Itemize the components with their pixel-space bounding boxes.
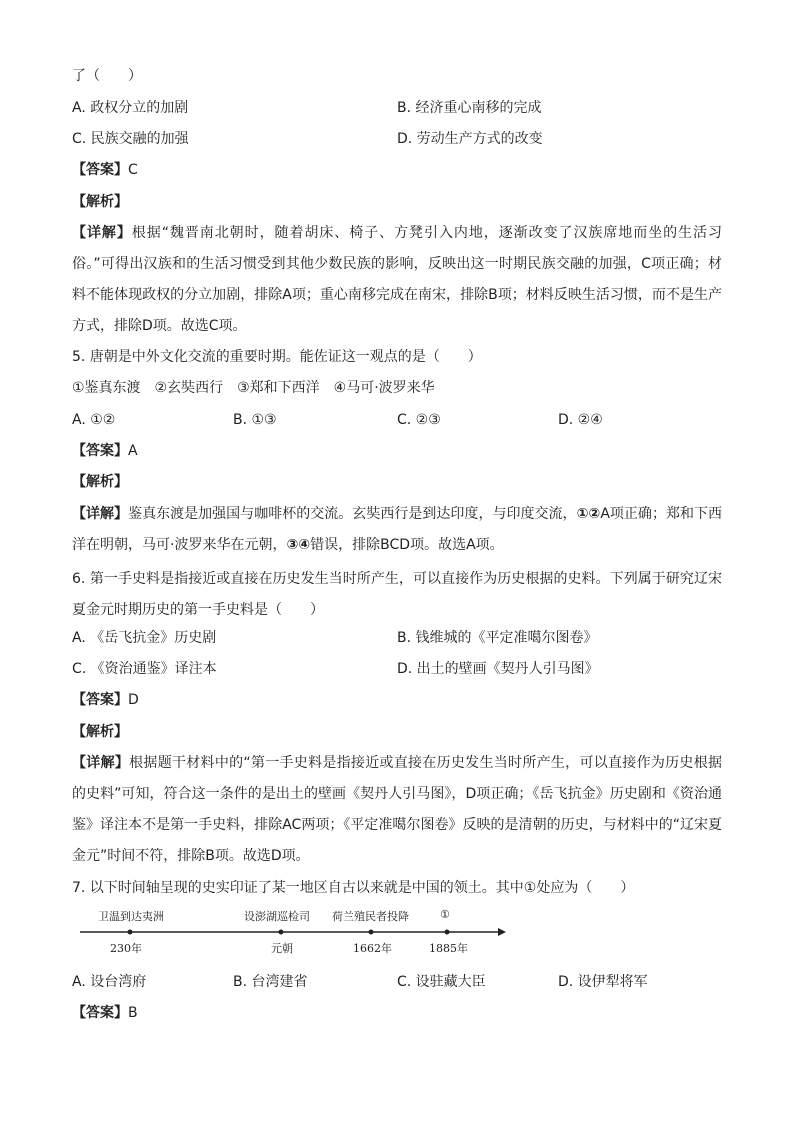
q5-answer: A (128, 443, 138, 459)
timeline-event-3: 荷兰殖民者投降 (332, 910, 409, 923)
answer-tag: 【答案】 (72, 162, 128, 178)
q7-stem: 7. 以下时间轴呈现的史实印证了某一地区自古以来就是中国的领土。其中①处应为（ ） (72, 880, 635, 896)
detail-tag: 【详解】 (72, 225, 132, 241)
timeline-date-4: 1885年 (429, 942, 468, 955)
q5-detail-highlight-1: ①② (576, 506, 601, 522)
q7-option-c: C. 设驻藏大臣 (397, 974, 486, 990)
q6-option-c: C. 《资治通鉴》译注本 (72, 661, 217, 677)
q5-detail-text-a: 鉴真东渡是加强国与咖啡杯的交流。玄奘西行是到达印度，与印度交流， (128, 506, 577, 522)
q7-timeline (78, 908, 508, 958)
q7-answer: B (128, 1005, 138, 1021)
timeline-date-1: 230年 (110, 942, 142, 955)
q5-detail-text-e: 错误，排除BCD项。故选A项。 (310, 537, 504, 553)
answer-tag: 【答案】 (72, 443, 128, 459)
timeline-date-3: 1662年 (353, 942, 392, 955)
q6-answer-line (72, 690, 139, 710)
q6-option-b: B. 钱维城的《平定准噶尔图卷》 (397, 630, 598, 646)
q4-option-b: B. 经济重心南移的完成 (397, 100, 542, 116)
answer-tag: 【答案】 (72, 1005, 128, 1021)
q5-option-c: C. ②③ (397, 412, 441, 428)
timeline-tick (279, 930, 284, 935)
q7-option-d: D. 设伊犁将军 (558, 974, 648, 990)
detail-tag: 【详解】 (72, 506, 129, 522)
answer-tag: 【答案】 (72, 692, 128, 708)
q6-answer: D (128, 692, 139, 708)
q6-detail (72, 748, 722, 872)
timeline-arrow-icon (498, 928, 506, 936)
detail-tag: 【详解】 (72, 755, 130, 771)
timeline-event-1: 卫温到达夷洲 (98, 910, 164, 923)
q4-analysis-tag: 【解析】 (72, 194, 128, 210)
q6-detail-text: 根据题干材料中的“第一手史料是指接近或直接在历史发生当时所产生，可以直接作为历史根据的史料”可知，符合这一条件的是出土的壁画《契丹人引马图》，D项正确；《岳飞抗金》历史剧和《资治通鉴》译注本不是第一手史料，排除AC两项；《平定准噶尔图卷》反映的是清朝的历史，与材料中的“辽宋夏金元”时间不符，排除B项。故选D项。 (72, 755, 722, 864)
q4-answer: C (128, 162, 138, 178)
q5-option-d: D. ②④ (558, 412, 603, 428)
q6-stem: 6. 第一手史料是指接近或直接在历史发生当时所产生，可以直接作为历史根据的史料。下列属于研究辽宋夏金元时期历史的第一手史料是（ ） (72, 571, 722, 618)
q4-option-d: D. 劳动生产方式的改变 (397, 131, 543, 147)
q5-stem: 5. 唐朝是中外文化交流的重要时期。能佐证这一观点的是（ ） (72, 349, 482, 365)
q6-option-a: A. 《岳飞抗金》历史剧 (72, 630, 217, 646)
timeline-tick (445, 930, 450, 935)
q5-analysis-tag: 【解析】 (72, 474, 128, 490)
q5-answer-line (72, 441, 138, 461)
timeline-event-4: ① (440, 908, 450, 921)
q6-option-d: D. 出土的壁画《契丹人引马图》 (397, 661, 599, 677)
q4-answer-line (72, 160, 138, 180)
q5-items: ①鉴真东渡 ②玄奘西行 ③郑和下西洋 ④马可·波罗来华 (72, 380, 435, 396)
timeline-event-2: 设澎湖巡检司 (244, 910, 310, 923)
q4-detail-text: 根据“魏晋南北朝时，随着胡床、椅子、方凳引入内地，逐渐改变了汉族席地而坐的生活习俗。”可得出汉族和的生活习惯受到其他少数民族的影响，反映出这一时期民族交融的加强，C项正确；材料不能体现政权的分立加剧，排除A项；重心南移完成在南宋，排除B项；材料反映生活习惯，而不是生产方式，排除D项。故选C项。 (72, 225, 722, 334)
q7-answer-line (72, 1003, 138, 1023)
q4-stem-tail: 了（ ） (72, 68, 142, 84)
q7-option-b: B. 台湾建省 (233, 974, 308, 990)
q7-option-a: A. 设台湾府 (72, 974, 147, 990)
q6-analysis-tag: 【解析】 (72, 724, 128, 740)
q5-option-b: B. ①③ (233, 412, 277, 428)
q4-option-a: A. 政权分立的加剧 (72, 100, 189, 116)
timeline-tick (128, 930, 133, 935)
q4-option-c: C. 民族交融的加强 (72, 131, 189, 147)
q5-detail-highlight-2: ③④ (286, 537, 311, 553)
q5-detail (72, 499, 722, 561)
timeline-tick (369, 930, 374, 935)
q4-detail (72, 218, 722, 342)
timeline-date-2: 元朝 (271, 942, 293, 955)
q5-option-a: A. ①② (72, 412, 116, 428)
q5-detail-text-c: A项正确；郑和下西洋在明朝，马可·波罗来华在元朝， (72, 506, 723, 553)
